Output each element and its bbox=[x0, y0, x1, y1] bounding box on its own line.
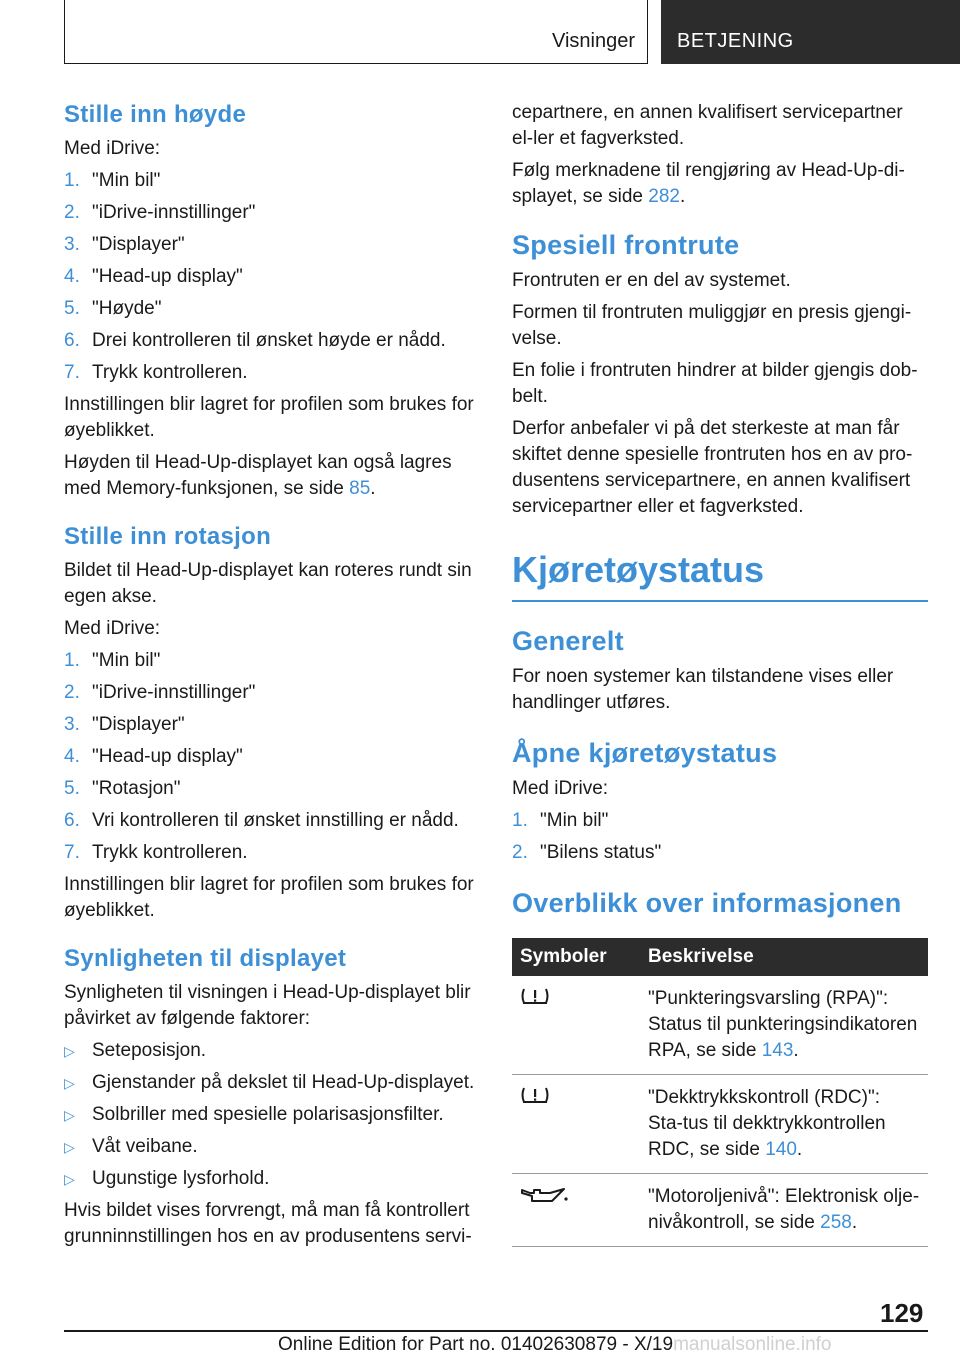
steps-list-status bbox=[512, 808, 928, 866]
description-cell bbox=[640, 1174, 928, 1247]
table-header-row bbox=[512, 938, 928, 976]
symbol-cell bbox=[512, 1075, 640, 1174]
paragraph: Frontruten er en del av systemet. bbox=[512, 270, 791, 291]
list-item bbox=[64, 1070, 480, 1096]
list-item bbox=[64, 264, 480, 290]
paragraph-text: . bbox=[679, 186, 686, 207]
paragraph: En folie i frontruten hindrer at bilder gjengis dob-belt. bbox=[512, 360, 918, 407]
table-header-description: Beskrivelse bbox=[640, 938, 928, 976]
steps-list-rotation bbox=[64, 648, 480, 866]
list-item bbox=[64, 680, 480, 706]
list-item bbox=[64, 296, 480, 322]
list-item bbox=[512, 840, 928, 866]
step-text: "iDrive-innstillinger" bbox=[92, 682, 256, 703]
paragraph: Med iDrive: bbox=[512, 778, 609, 799]
table-row bbox=[512, 1075, 928, 1174]
step-number: 1. bbox=[64, 650, 80, 671]
page-reference-link[interactable]: 143 bbox=[761, 1040, 794, 1061]
oil-can-icon bbox=[520, 1184, 570, 1206]
watermark-text: manualsonline.info bbox=[673, 1334, 832, 1355]
bullet-text: Solbriller med spesielle polarisasjonsfilter. bbox=[92, 1104, 444, 1125]
bullet-text: Gjenstander på dekslet til Head-Up-displayet. bbox=[92, 1072, 475, 1093]
bullet-text: Seteposisjon. bbox=[92, 1040, 207, 1061]
step-number: 2. bbox=[64, 202, 80, 223]
chapter-title-kjoretoystatus: Kjøretøystatus bbox=[512, 548, 928, 602]
paragraph-text: Høyden til Head-Up-displayet kan også lagres med Memory-funksjonen, se side bbox=[64, 452, 452, 499]
description-text: . bbox=[796, 1139, 803, 1160]
paragraph-with-reference bbox=[512, 158, 928, 210]
list-item bbox=[64, 168, 480, 194]
heading-overblikk: Overblikk over informasjonen bbox=[512, 888, 902, 918]
edition-text: Online Edition for Part no. 01402630879 - X/19 bbox=[278, 1334, 674, 1355]
paragraph-text: . bbox=[370, 478, 376, 499]
page-reference-link[interactable]: 258 bbox=[820, 1212, 852, 1233]
step-text: "Bilens status" bbox=[540, 842, 662, 863]
paragraph: Innstillingen blir lagret for profilen som brukes for øyeblikket. bbox=[64, 874, 474, 921]
step-text: Trykk kontrolleren. bbox=[92, 842, 248, 863]
paragraph-with-reference bbox=[64, 450, 480, 502]
paragraph: cepartnere, en annen kvalifisert servicepartner el-ler et fagverksted. bbox=[512, 102, 903, 149]
table-row bbox=[512, 1174, 928, 1247]
tire-pressure-icon bbox=[520, 1085, 550, 1107]
bullet-text: Ugunstige lysforhold. bbox=[92, 1168, 270, 1189]
list-item bbox=[64, 232, 480, 258]
step-text: "Min bil" bbox=[540, 810, 609, 831]
description-text: "Motoroljenivå": Elektronisk olje-nivåkontroll, se side bbox=[648, 1186, 920, 1233]
table-row bbox=[512, 976, 928, 1075]
triangle-bullet-icon: ▷ bbox=[64, 1075, 75, 1091]
heading-stille-inn-hoyde: Stille inn høyde bbox=[64, 101, 247, 128]
description-text: . bbox=[793, 1040, 799, 1061]
page-number: 129 bbox=[880, 1298, 924, 1328]
triangle-bullet-icon: ▷ bbox=[64, 1107, 75, 1123]
step-number: 5. bbox=[64, 778, 80, 799]
step-number: 2. bbox=[512, 842, 528, 863]
step-number: 1. bbox=[64, 170, 80, 191]
list-item bbox=[64, 648, 480, 674]
symbol-cell bbox=[512, 976, 640, 1075]
description-text: "Dekktrykkskontroll (RDC)": Sta-tus til dekktrykkontrollen RDC, se side bbox=[648, 1087, 886, 1160]
paragraph: Formen til frontruten muliggjør en presis gjengi-velse. bbox=[512, 302, 912, 349]
page-reference-link[interactable]: 282 bbox=[648, 186, 680, 207]
paragraph: Innstillingen blir lagret for profilen som brukes for øyeblikket. bbox=[64, 394, 474, 441]
step-text: "iDrive-innstillinger" bbox=[92, 202, 256, 223]
tire-warning-icon bbox=[520, 986, 550, 1008]
step-number: 4. bbox=[64, 746, 80, 767]
step-text: "Min bil" bbox=[92, 650, 161, 671]
header-section-title: Visninger bbox=[551, 30, 635, 52]
heading-synligheten: Synligheten til displayet bbox=[64, 945, 347, 972]
symbol-cell bbox=[512, 1174, 640, 1247]
list-item bbox=[64, 840, 480, 866]
paragraph-text: Følg merknadene til rengjøring av Head-Up-di-splayet, se side bbox=[512, 160, 905, 207]
step-number: 7. bbox=[64, 362, 80, 383]
list-item bbox=[64, 712, 480, 738]
triangle-bullet-icon: ▷ bbox=[64, 1139, 75, 1155]
footer-divider bbox=[64, 1330, 928, 1332]
triangle-bullet-icon: ▷ bbox=[64, 1043, 75, 1059]
paragraph: Med iDrive: bbox=[64, 618, 161, 639]
list-item bbox=[64, 1166, 480, 1192]
steps-list-height bbox=[64, 168, 480, 386]
description-text: "Punkteringsvarsling (RPA)": Status til punkteringsindikatoren RPA, se side bbox=[648, 988, 918, 1061]
list-item bbox=[64, 1134, 480, 1160]
heading-spesiell-frontrute: Spesiell frontrute bbox=[512, 230, 740, 260]
page-reference-link[interactable]: 140 bbox=[765, 1139, 797, 1160]
list-item bbox=[64, 1102, 480, 1128]
step-text: "Head-up display" bbox=[92, 746, 243, 767]
table-header-symbols: Symboler bbox=[512, 938, 640, 976]
step-text: "Rotasjon" bbox=[92, 778, 181, 799]
heading-apne-kjoretoystatus: Åpne kjøretøystatus bbox=[512, 738, 778, 768]
description-cell bbox=[640, 1075, 928, 1174]
step-text: Trykk kontrolleren. bbox=[92, 362, 248, 383]
paragraph: Bildet til Head-Up-displayet kan roteres rundt sin egen akse. bbox=[64, 560, 472, 607]
bullet-list-factors bbox=[64, 1038, 480, 1192]
header-section-box bbox=[64, 0, 648, 64]
left-column bbox=[64, 100, 480, 1250]
list-item bbox=[64, 776, 480, 802]
heading-stille-inn-rotasjon: Stille inn rotasjon bbox=[64, 523, 272, 550]
step-number: 5. bbox=[64, 298, 80, 319]
list-item bbox=[64, 1038, 480, 1064]
symbol-table bbox=[512, 938, 928, 1247]
step-text: "Displayer" bbox=[92, 714, 185, 735]
paragraph: For noen systemer kan tilstandene vises eller handlinger utføres. bbox=[512, 666, 894, 713]
step-number: 7. bbox=[64, 842, 80, 863]
step-text: "Displayer" bbox=[92, 234, 185, 255]
list-item bbox=[64, 200, 480, 226]
heading-generelt: Generelt bbox=[512, 626, 624, 656]
list-item bbox=[64, 328, 480, 354]
step-text: "Head-up display" bbox=[92, 266, 243, 287]
page-reference-link[interactable]: 85 bbox=[349, 478, 371, 499]
triangle-bullet-icon: ▷ bbox=[64, 1171, 75, 1187]
footer-edition bbox=[278, 1334, 832, 1356]
step-number: 2. bbox=[64, 682, 80, 703]
right-column bbox=[512, 100, 928, 1247]
step-number: 1. bbox=[512, 810, 528, 831]
description-text: . bbox=[851, 1212, 858, 1233]
step-number: 4. bbox=[64, 266, 80, 287]
step-text: "Høyde" bbox=[92, 298, 162, 319]
paragraph: Hvis bildet vises forvrengt, må man få kontrollert grunninnstillingen hos en av produsentens servi- bbox=[64, 1200, 472, 1247]
list-item bbox=[512, 808, 928, 834]
step-text: Drei kontrolleren til ønsket høyde er nådd. bbox=[92, 330, 446, 351]
step-number: 6. bbox=[64, 330, 80, 351]
header-chapter-tab bbox=[661, 0, 960, 64]
list-item bbox=[64, 808, 480, 834]
step-text: Vri kontrolleren til ønsket innstilling er nådd. bbox=[92, 810, 459, 831]
paragraph: Synligheten til visningen i Head-Up-displayet blir påvirket av følgende faktorer: bbox=[64, 982, 471, 1029]
paragraph: Med iDrive: bbox=[64, 138, 161, 159]
description-cell bbox=[640, 976, 928, 1075]
step-number: 3. bbox=[64, 234, 80, 255]
list-item bbox=[64, 744, 480, 770]
bullet-text: Våt veibane. bbox=[92, 1136, 198, 1157]
step-number: 6. bbox=[64, 810, 80, 831]
paragraph: Derfor anbefaler vi på det sterkeste at man får skiftet denne spesielle frontruten hos en av pro-dusentens servicepartnere, en annen kvalifisert servicepartner eller et fagverksted. bbox=[512, 418, 913, 517]
header-chapter-title: BETJENING bbox=[677, 30, 794, 52]
step-number: 3. bbox=[64, 714, 80, 735]
list-item bbox=[64, 360, 480, 386]
step-text: "Min bil" bbox=[92, 170, 161, 191]
